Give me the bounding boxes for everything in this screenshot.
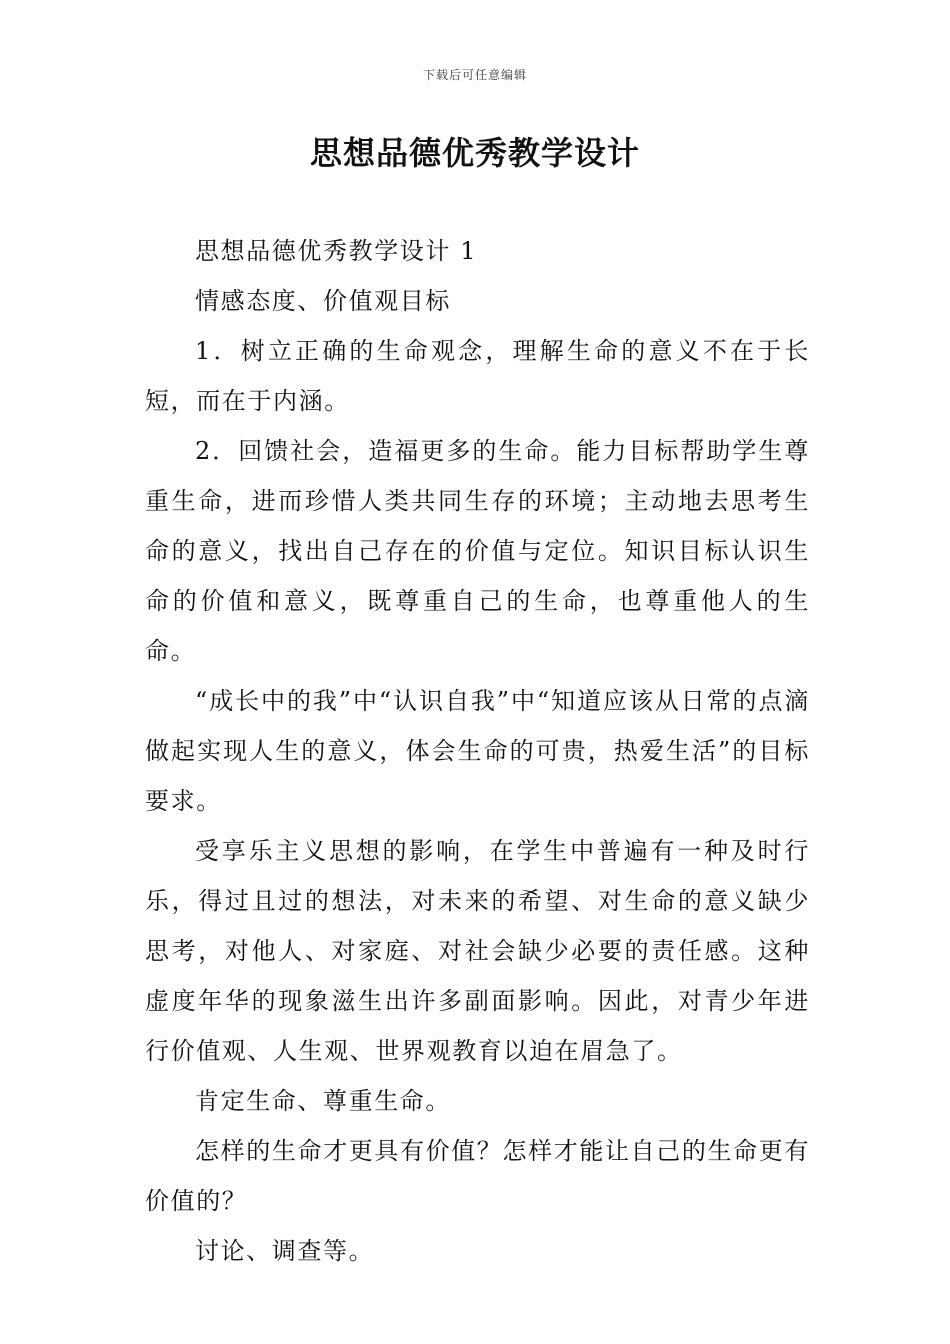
- paragraph-item-1: 1．树立正确的生命观念，理解生命的意义不在于长短，而在于内涵。: [145, 337, 810, 415]
- paragraph-requirement: “成长中的我”中“认识自我”中“知道应该从日常的点滴做起实现人生的意义，体会生命的可贵，热爱生活”的目标要求。: [145, 687, 810, 815]
- document-body: [145, 226, 810, 1276]
- paragraph-goals-heading: 情感态度、价值观目标: [195, 287, 451, 315]
- header-note: 下载后可任意编辑: [422, 68, 527, 82]
- document-title: 思想品德优秀教学设计: [309, 134, 640, 172]
- paragraph-subtitle: 思想品德优秀教学设计 1: [195, 237, 478, 265]
- paragraph-question: 怎样的生命才更具有价值？怎样才能让自己的生命更有价值的？: [145, 1137, 810, 1215]
- paragraph-method: 讨论、调查等。: [195, 1237, 375, 1265]
- paragraph-background: 受享乐主义思想的影响，在学生中普遍有一种及时行乐，得过且过的想法，对未来的希望、对生命的意义缺少思考，对他人、对家庭、对社会缺少必要的责任感。这种虚度年华的现象滋生出许多副面影响。因此，对青少年进行价值观、人生观、世界观教育以迫在眉急了。: [145, 837, 810, 1065]
- paragraph-key-point: 肯定生命、尊重生命。: [195, 1087, 451, 1115]
- paragraph-item-2: 2．回馈社会，造福更多的生命。能力目标帮助学生尊重生命，进而珍惜人类共同生存的环境；主动地去思考生命的意义，找出自己存在的价值与定位。知识目标认识生命的价值和意义，既尊重自己的生命，也尊重他人的生命。: [145, 437, 810, 665]
